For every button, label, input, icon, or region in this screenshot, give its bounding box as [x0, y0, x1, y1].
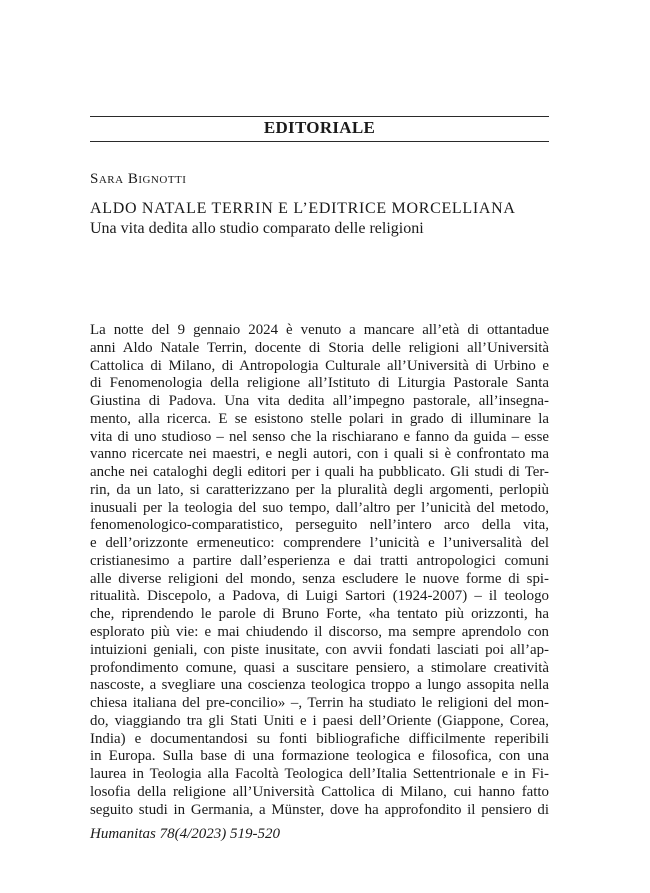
- header-rule-top: [90, 116, 549, 117]
- body-line: intuizioni geniali, con piste inusitate, con avvii fondati lasciati poi all’ap-: [90, 641, 549, 658]
- body-line: in Europa. Sulla base di una formazione teologica e filosofica, con una: [90, 748, 549, 765]
- body-line: do, viaggiando tra gli Stati Uniti e i paesi dell’Oriente (Giappone, Corea,: [90, 712, 549, 729]
- body-line: Cattolica di Milano, di Antropologia Culturale all’Università di Urbino e: [90, 357, 549, 374]
- body-line: fenomenologico-comparatistico, perseguito nell’intero arco della vita,: [90, 517, 549, 534]
- body-line: ritualità. Discepolo, a Padova, di Luigi Sartori (1924-2007) – il teologo: [90, 588, 549, 605]
- body-line: chiesa italiana del pre-concilio» –, Terrin ha studiato le religioni del mon-: [90, 695, 549, 712]
- body-line: profondimento comune, quasi a suscitare pensiero, a stimolare creatività: [90, 659, 549, 676]
- body-line: La notte del 9 gennaio 2024 è venuto a mancare all’età di ottantadue: [90, 322, 549, 338]
- body-line: esplorato più vie: e mai chiudendo il discorso, ma sempre aprendolo con: [90, 624, 549, 641]
- body-line: losofia della religione all’Università Cattolica di Milano, cui hanno fatto: [90, 783, 549, 800]
- body-line: vita di uno studioso – nel senso che la rischiarano e fanno da guida – esse: [90, 428, 549, 445]
- body-line: seguito studi in Germania, a Münster, dove ha approfondito il pensiero di: [90, 801, 549, 818]
- section-header: EDITORIALE: [263, 118, 376, 137]
- article-body: [90, 322, 549, 819]
- body-line: anche nei cataloghi degli editori per i quali ha pubblicato. Gli studi di Ter-: [90, 464, 549, 481]
- body-line: alle diverse religioni del mondo, senza escludere le nuove forme di spi-: [90, 570, 549, 587]
- body-line: rin, da un lato, si caratterizzano per la pluralità degli argomenti, perlopiù: [90, 481, 549, 498]
- body-line: India) e documentandosi su fonti bibliografiche difficilmente reperibili: [90, 730, 549, 747]
- header-rule-bottom: [90, 141, 549, 142]
- article-author: Sara Bignotti: [90, 171, 187, 187]
- body-line: che, riprendendo le parole di Bruno Forte, «ha tentato più orizzonti, ha: [90, 606, 549, 623]
- body-line: anni Aldo Natale Terrin, docente di Storia delle religioni all’Università: [90, 339, 549, 356]
- body-line: nascoste, a svegliare una coscienza teologica troppo a lungo assopita nella: [90, 677, 549, 694]
- article-title: ALDO NATALE TERRIN E L’EDITRICE MORCELLIANA: [90, 200, 516, 217]
- body-line: vanno ricercate nei maestri, e negli autori, con i quali si è confrontato ma: [90, 446, 549, 463]
- article-subtitle: Una vita dedita allo studio comparato delle religioni: [90, 220, 424, 237]
- body-line: mento, alla ricerca. E se esistono stelle polari in grado di illuminare la: [90, 410, 549, 427]
- journal-citation-footer: Humanitas 78(4/2023) 519-520: [90, 826, 280, 842]
- body-line: laurea in Teologia alla Facoltà Teologica dell’Italia Settentrionale e in Fi-: [90, 766, 549, 783]
- body-line: e dell’orizzonte ermeneutico: comprendere l’unicità e l’universalità del: [90, 535, 549, 552]
- body-line: inusuali per la teologia del suo tempo, dall’altro per l’unicità del metodo,: [90, 499, 549, 516]
- body-line: Giustina di Padova. Una vita dedita all’impegno pastorale, all’insegna-: [90, 393, 549, 410]
- body-line: cristianesimo a partire dall’esperienza e dai tratti antropologici comuni: [90, 552, 549, 569]
- body-line: di Fenomenologia della religione all’Istituto di Liturgia Pastorale Santa: [90, 375, 549, 392]
